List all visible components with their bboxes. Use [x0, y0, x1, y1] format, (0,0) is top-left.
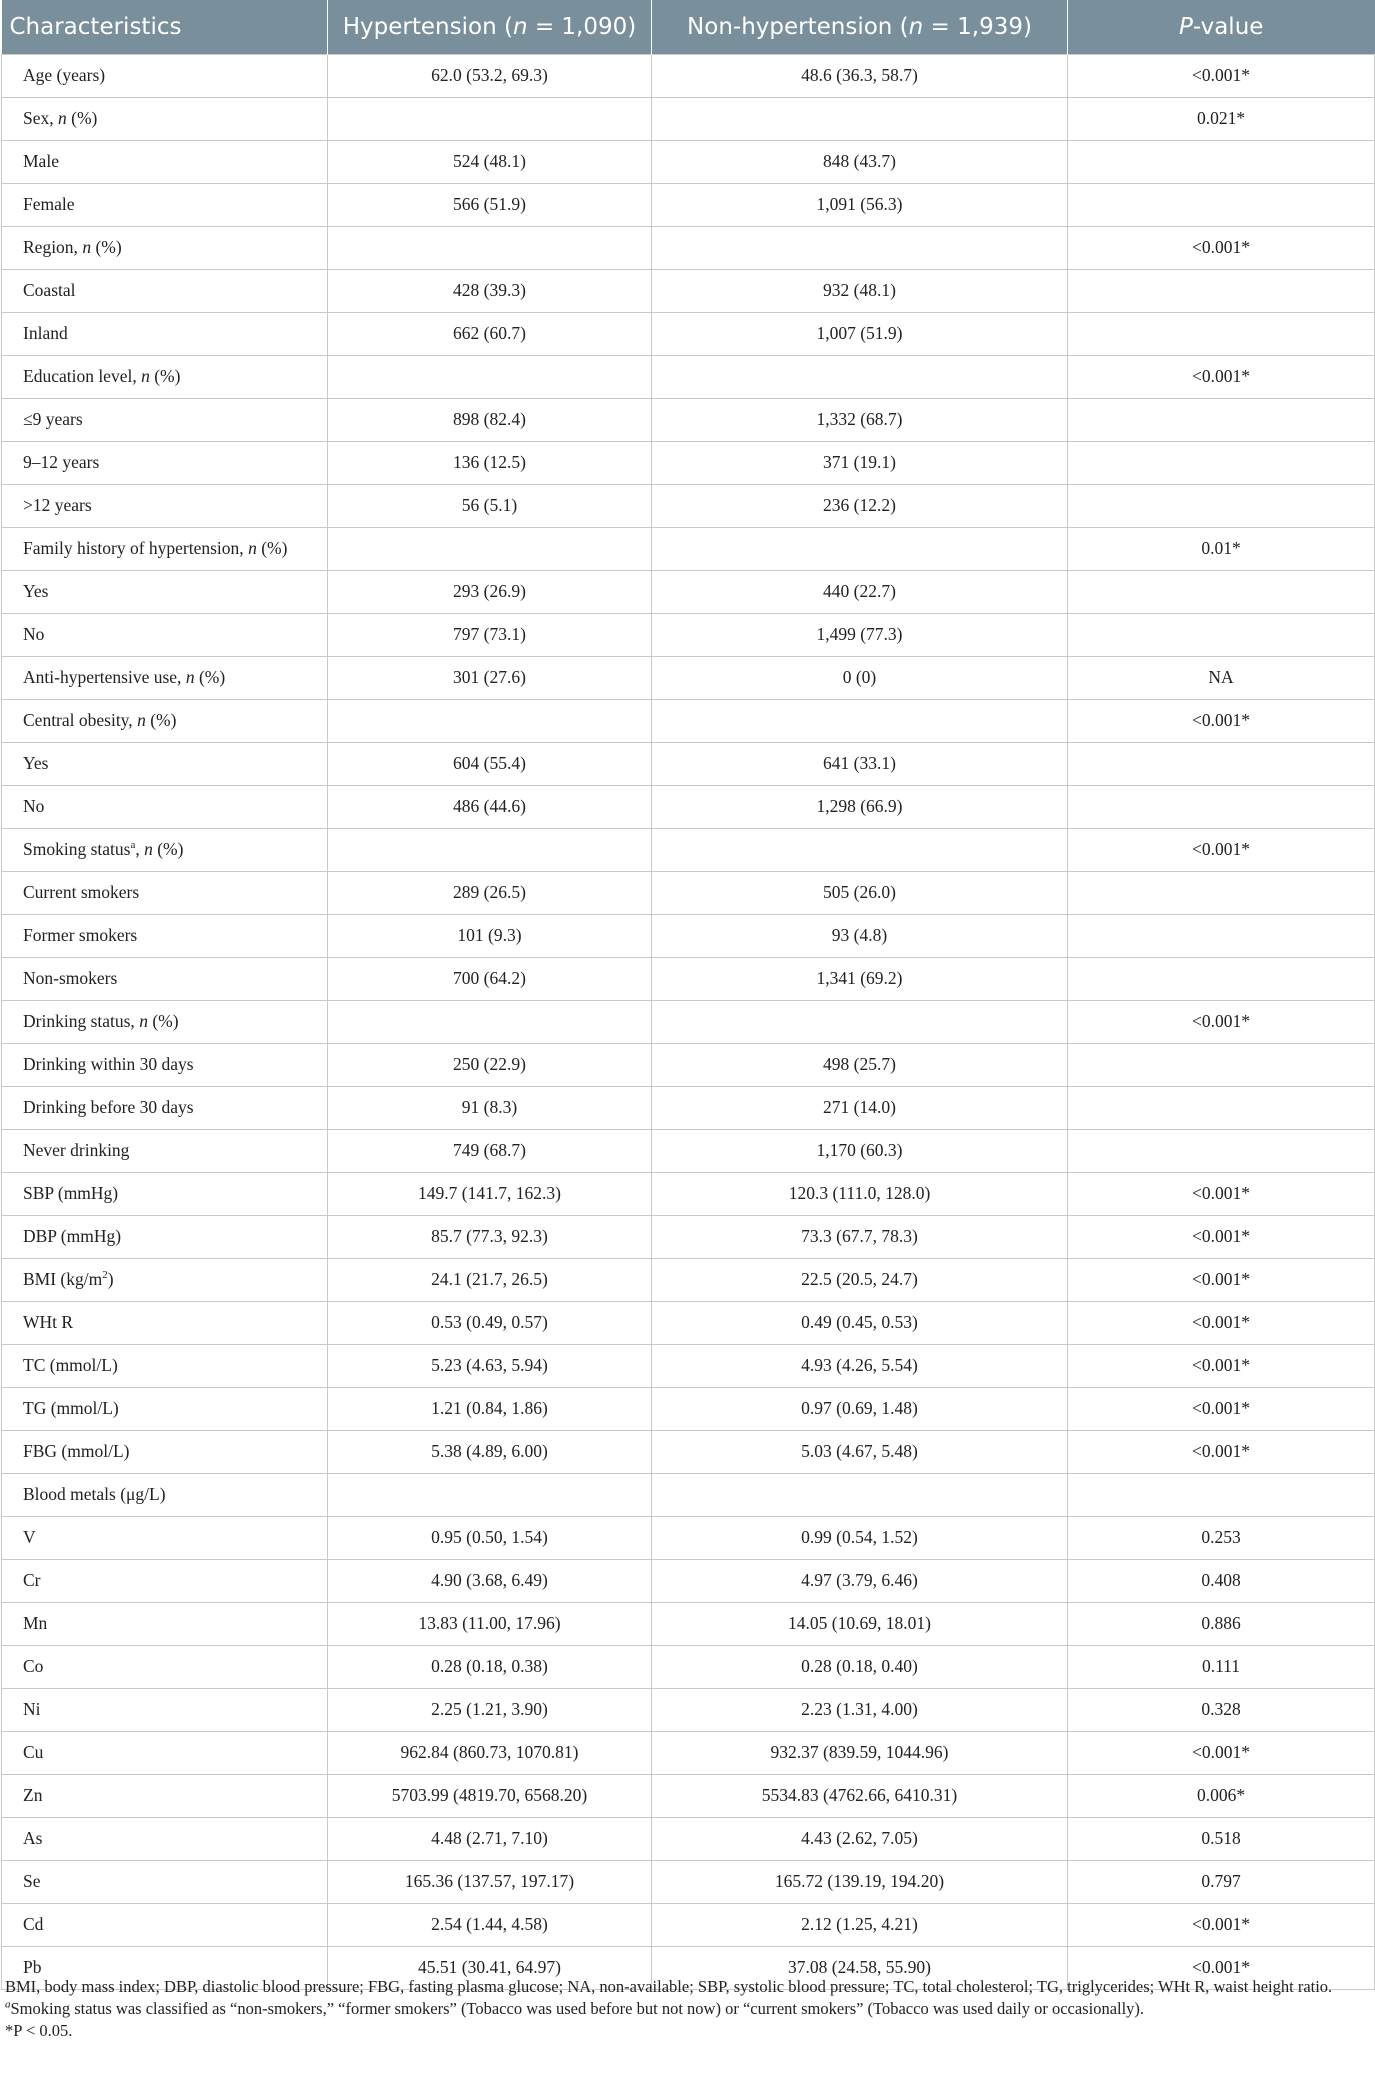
p-value: [1068, 484, 1375, 527]
p-value: [1068, 785, 1375, 828]
table-row: [2, 269, 1375, 312]
table-row: [2, 226, 1375, 269]
hypertension-value: 136 (12.5): [328, 441, 652, 484]
non-hypertension-value: 73.3 (67.7, 78.3): [652, 1215, 1068, 1258]
hypertension-value: 749 (68.7): [328, 1129, 652, 1172]
table-container: [1, 0, 1374, 2040]
characteristics-table: [1, 0, 1375, 1990]
non-hypertension-value: 22.5 (20.5, 24.7): [652, 1258, 1068, 1301]
p-value: [1068, 312, 1375, 355]
p-value: <0.001*: [1068, 1387, 1375, 1430]
row-label: FBG (mmol/L): [2, 1430, 328, 1473]
non-hypertension-value: 37.08 (24.58, 55.90): [652, 1946, 1068, 1989]
p-value: <0.001*: [1068, 1172, 1375, 1215]
p-value: [1068, 871, 1375, 914]
row-label: WHt R: [2, 1301, 328, 1344]
row-label: No: [2, 785, 328, 828]
p-value: 0.253: [1068, 1516, 1375, 1559]
header-non-hypertension: Non-hypertension (n = 1,939): [652, 0, 1068, 54]
p-value: [1068, 140, 1375, 183]
p-value: [1068, 570, 1375, 613]
row-label: Age (years): [2, 54, 328, 97]
non-hypertension-value: 0.49 (0.45, 0.53): [652, 1301, 1068, 1344]
p-value: 0.111: [1068, 1645, 1375, 1688]
table-row: [2, 312, 1375, 355]
hypertension-value: 0.28 (0.18, 0.38): [328, 1645, 652, 1688]
table-row: [2, 1559, 1375, 1602]
non-hypertension-value: 14.05 (10.69, 18.01): [652, 1602, 1068, 1645]
row-label: TC (mmol/L): [2, 1344, 328, 1387]
hypertension-value: 91 (8.3): [328, 1086, 652, 1129]
footnote-significance: *P < 0.05.: [5, 2021, 73, 2040]
non-hypertension-value: 1,170 (60.3): [652, 1129, 1068, 1172]
p-value: [1068, 441, 1375, 484]
row-label: Female: [2, 183, 328, 226]
row-label: Yes: [2, 570, 328, 613]
table-row: [2, 355, 1375, 398]
hypertension-value: [328, 1473, 652, 1516]
hypertension-value: 85.7 (77.3, 92.3): [328, 1215, 652, 1258]
hypertension-value: [328, 97, 652, 140]
hypertension-value: [328, 1000, 652, 1043]
non-hypertension-value: 848 (43.7): [652, 140, 1068, 183]
row-label: Anti-hypertensive use, n (%): [2, 656, 328, 699]
non-hypertension-value: [652, 828, 1068, 871]
non-hypertension-value: [652, 226, 1068, 269]
non-hypertension-value: 0 (0): [652, 656, 1068, 699]
hypertension-value: 4.48 (2.71, 7.10): [328, 1817, 652, 1860]
row-label: Cu: [2, 1731, 328, 1774]
hypertension-value: 149.7 (141.7, 162.3): [328, 1172, 652, 1215]
row-label: Cr: [2, 1559, 328, 1602]
footnote-abbreviations: BMI, body mass index; DBP, diastolic blood pressure; FBG, fasting plasma glucose; NA, non-available; SBP, systolic blood pressure; TC, total cholesterol; TG, triglycerides; WHt R, waist height ratio.: [5, 1977, 1333, 1996]
p-value: <0.001*: [1068, 1301, 1375, 1344]
non-hypertension-value: 120.3 (111.0, 128.0): [652, 1172, 1068, 1215]
non-hypertension-value: 440 (22.7): [652, 570, 1068, 613]
row-label: Cd: [2, 1903, 328, 1946]
hypertension-value: 2.54 (1.44, 4.58): [328, 1903, 652, 1946]
table-row: [2, 613, 1375, 656]
table-row: [2, 1172, 1375, 1215]
table-row: [2, 1817, 1375, 1860]
table-row: [2, 1387, 1375, 1430]
table-row: [2, 1860, 1375, 1903]
hypertension-value: 2.25 (1.21, 3.90): [328, 1688, 652, 1731]
table-row: [2, 742, 1375, 785]
hypertension-value: 1.21 (0.84, 1.86): [328, 1387, 652, 1430]
non-hypertension-value: [652, 1473, 1068, 1516]
hypertension-value: 962.84 (860.73, 1070.81): [328, 1731, 652, 1774]
hypertension-value: [328, 355, 652, 398]
table-row: [2, 957, 1375, 1000]
non-hypertension-value: [652, 527, 1068, 570]
hypertension-value: 289 (26.5): [328, 871, 652, 914]
non-hypertension-value: 5.03 (4.67, 5.48): [652, 1430, 1068, 1473]
table-row: [2, 828, 1375, 871]
row-label: Drinking before 30 days: [2, 1086, 328, 1129]
table-row: [2, 527, 1375, 570]
non-hypertension-value: [652, 97, 1068, 140]
non-hypertension-value: 165.72 (139.19, 194.20): [652, 1860, 1068, 1903]
table-row: [2, 871, 1375, 914]
table-row: [2, 656, 1375, 699]
row-label: As: [2, 1817, 328, 1860]
table-row: [2, 1258, 1375, 1301]
non-hypertension-value: 371 (19.1): [652, 441, 1068, 484]
hypertension-value: 700 (64.2): [328, 957, 652, 1000]
hypertension-value: 662 (60.7): [328, 312, 652, 355]
row-label: Pb: [2, 1946, 328, 1989]
p-value: [1068, 269, 1375, 312]
hypertension-value: 301 (27.6): [328, 656, 652, 699]
p-value: [1068, 613, 1375, 656]
row-label: Drinking status, n (%): [2, 1000, 328, 1043]
non-hypertension-value: [652, 699, 1068, 742]
p-value: <0.001*: [1068, 1215, 1375, 1258]
hypertension-value: 24.1 (21.7, 26.5): [328, 1258, 652, 1301]
p-value: <0.001*: [1068, 1903, 1375, 1946]
header-p-value: P-value: [1068, 0, 1375, 54]
row-label: 9–12 years: [2, 441, 328, 484]
hypertension-value: 56 (5.1): [328, 484, 652, 527]
p-value: <0.001*: [1068, 699, 1375, 742]
row-label: TG (mmol/L): [2, 1387, 328, 1430]
non-hypertension-value: 498 (25.7): [652, 1043, 1068, 1086]
hypertension-value: 566 (51.9): [328, 183, 652, 226]
table-row: [2, 183, 1375, 226]
row-label: Central obesity, n (%): [2, 699, 328, 742]
table-row: [2, 570, 1375, 613]
table-row: [2, 1129, 1375, 1172]
hypertension-value: 13.83 (11.00, 17.96): [328, 1602, 652, 1645]
p-value: <0.001*: [1068, 54, 1375, 97]
hypertension-value: 898 (82.4): [328, 398, 652, 441]
table-row: [2, 1602, 1375, 1645]
row-label: Yes: [2, 742, 328, 785]
hypertension-value: 250 (22.9): [328, 1043, 652, 1086]
non-hypertension-value: 4.43 (2.62, 7.05): [652, 1817, 1068, 1860]
table-row: [2, 914, 1375, 957]
hypertension-value: 5703.99 (4819.70, 6568.20): [328, 1774, 652, 1817]
non-hypertension-value: 0.97 (0.69, 1.48): [652, 1387, 1068, 1430]
row-label: Family history of hypertension, n (%): [2, 527, 328, 570]
table-row: [2, 1000, 1375, 1043]
p-value: 0.886: [1068, 1602, 1375, 1645]
hypertension-value: 165.36 (137.57, 197.17): [328, 1860, 652, 1903]
p-value: [1068, 957, 1375, 1000]
row-label: Inland: [2, 312, 328, 355]
table-row: [2, 398, 1375, 441]
p-value: 0.021*: [1068, 97, 1375, 140]
table-header: [2, 0, 1375, 54]
p-value: <0.001*: [1068, 1731, 1375, 1774]
p-value: <0.001*: [1068, 355, 1375, 398]
hypertension-value: 5.23 (4.63, 5.94): [328, 1344, 652, 1387]
row-label: Former smokers: [2, 914, 328, 957]
p-value: [1068, 183, 1375, 226]
hypertension-value: [328, 527, 652, 570]
p-value: 0.006*: [1068, 1774, 1375, 1817]
p-value: <0.001*: [1068, 1946, 1375, 1989]
non-hypertension-value: 1,298 (66.9): [652, 785, 1068, 828]
non-hypertension-value: 4.97 (3.79, 6.46): [652, 1559, 1068, 1602]
table-row: [2, 1688, 1375, 1731]
p-value: [1068, 1129, 1375, 1172]
hypertension-value: 0.95 (0.50, 1.54): [328, 1516, 652, 1559]
non-hypertension-value: 236 (12.2): [652, 484, 1068, 527]
row-label: Blood metals (μg/L): [2, 1473, 328, 1516]
hypertension-value: 428 (39.3): [328, 269, 652, 312]
hypertension-value: 4.90 (3.68, 6.49): [328, 1559, 652, 1602]
p-value: 0.328: [1068, 1688, 1375, 1731]
non-hypertension-value: 4.93 (4.26, 5.54): [652, 1344, 1068, 1387]
row-label: Never drinking: [2, 1129, 328, 1172]
table-row: [2, 1731, 1375, 1774]
table-row: [2, 1043, 1375, 1086]
non-hypertension-value: 48.6 (36.3, 58.7): [652, 54, 1068, 97]
table-row: [2, 1430, 1375, 1473]
table-body: [2, 54, 1375, 1989]
row-label: V: [2, 1516, 328, 1559]
row-label: Coastal: [2, 269, 328, 312]
row-label: DBP (mmHg): [2, 1215, 328, 1258]
table-row: [2, 1344, 1375, 1387]
p-value: <0.001*: [1068, 1000, 1375, 1043]
table-row: [2, 1516, 1375, 1559]
non-hypertension-value: 1,341 (69.2): [652, 957, 1068, 1000]
p-value: 0.518: [1068, 1817, 1375, 1860]
p-value: [1068, 1473, 1375, 1516]
header-hypertension: Hypertension (n = 1,090): [328, 0, 652, 54]
table-row: [2, 1645, 1375, 1688]
row-label: ≤9 years: [2, 398, 328, 441]
table-row: [2, 1086, 1375, 1129]
p-value: [1068, 1086, 1375, 1129]
hypertension-value: [328, 828, 652, 871]
hypertension-value: 45.51 (30.41, 64.97): [328, 1946, 652, 1989]
p-value: 0.797: [1068, 1860, 1375, 1903]
p-value: <0.001*: [1068, 1430, 1375, 1473]
hypertension-value: 101 (9.3): [328, 914, 652, 957]
hypertension-value: 293 (26.9): [328, 570, 652, 613]
non-hypertension-value: [652, 1000, 1068, 1043]
p-value: [1068, 398, 1375, 441]
p-value: [1068, 742, 1375, 785]
hypertension-value: 524 (48.1): [328, 140, 652, 183]
row-label: Zn: [2, 1774, 328, 1817]
hypertension-value: 62.0 (53.2, 69.3): [328, 54, 652, 97]
footnote-smoking: $^a$Smoking status was classified as “non-smokers,” “former smokers” (Tobacco was used before but not now) or “current smokers” (Tobacco was used daily or occasionally).: [5, 1998, 1145, 2018]
p-value: <0.001*: [1068, 226, 1375, 269]
row-label: No: [2, 613, 328, 656]
hypertension-value: 797 (73.1): [328, 613, 652, 656]
non-hypertension-value: 5534.83 (4762.66, 6410.31): [652, 1774, 1068, 1817]
table-row: [2, 785, 1375, 828]
non-hypertension-value: 2.23 (1.31, 4.00): [652, 1688, 1068, 1731]
non-hypertension-value: 932 (48.1): [652, 269, 1068, 312]
hypertension-value: 5.38 (4.89, 6.00): [328, 1430, 652, 1473]
hypertension-value: 0.53 (0.49, 0.57): [328, 1301, 652, 1344]
row-label: >12 years: [2, 484, 328, 527]
non-hypertension-value: 505 (26.0): [652, 871, 1068, 914]
non-hypertension-value: 271 (14.0): [652, 1086, 1068, 1129]
non-hypertension-value: 1,332 (68.7): [652, 398, 1068, 441]
non-hypertension-value: 1,091 (56.3): [652, 183, 1068, 226]
non-hypertension-value: 93 (4.8): [652, 914, 1068, 957]
row-label: SBP (mmHg): [2, 1172, 328, 1215]
p-value: <0.001*: [1068, 1258, 1375, 1301]
p-value: <0.001*: [1068, 828, 1375, 871]
non-hypertension-value: [652, 355, 1068, 398]
row-label: Education level, n (%): [2, 355, 328, 398]
non-hypertension-value: 0.28 (0.18, 0.40): [652, 1645, 1068, 1688]
non-hypertension-value: 641 (33.1): [652, 742, 1068, 785]
row-label: BMI $(kg/m^2)$: [2, 1258, 328, 1301]
table-row: [2, 140, 1375, 183]
non-hypertension-value: 1,007 (51.9): [652, 312, 1068, 355]
non-hypertension-value: 2.12 (1.25, 4.21): [652, 1903, 1068, 1946]
table-row: [2, 1774, 1375, 1817]
table-row: [2, 484, 1375, 527]
row-label: Ni: [2, 1688, 328, 1731]
table-footnotes: [5, 1976, 1371, 2042]
p-value: <0.001*: [1068, 1344, 1375, 1387]
table-row: [2, 1903, 1375, 1946]
p-value: NA: [1068, 656, 1375, 699]
row-label: Drinking within 30 days: [2, 1043, 328, 1086]
row-label: Non-smokers: [2, 957, 328, 1000]
p-value: [1068, 914, 1375, 957]
p-value: 0.01*: [1068, 527, 1375, 570]
row-label: Co: [2, 1645, 328, 1688]
p-value: [1068, 1043, 1375, 1086]
non-hypertension-value: 0.99 (0.54, 1.52): [652, 1516, 1068, 1559]
row-label: Smoking status$^a$, n (%): [2, 828, 328, 871]
table-row: [2, 1473, 1375, 1516]
table-row: [2, 1215, 1375, 1258]
hypertension-value: 486 (44.6): [328, 785, 652, 828]
row-label: Region, n (%): [2, 226, 328, 269]
table-row: [2, 97, 1375, 140]
hypertension-value: 604 (55.4): [328, 742, 652, 785]
hypertension-value: [328, 226, 652, 269]
header-row: [2, 0, 1375, 54]
header-characteristics: Characteristics: [2, 0, 328, 54]
row-label: Male: [2, 140, 328, 183]
hypertension-value: [328, 699, 652, 742]
row-label: Sex, n (%): [2, 97, 328, 140]
non-hypertension-value: 1,499 (77.3): [652, 613, 1068, 656]
table-row: [2, 54, 1375, 97]
p-value: 0.408: [1068, 1559, 1375, 1602]
row-label: Se: [2, 1860, 328, 1903]
table-row: [2, 1301, 1375, 1344]
table-row: [2, 441, 1375, 484]
table-row: [2, 699, 1375, 742]
non-hypertension-value: 932.37 (839.59, 1044.96): [652, 1731, 1068, 1774]
row-label: Mn: [2, 1602, 328, 1645]
row-label: Current smokers: [2, 871, 328, 914]
